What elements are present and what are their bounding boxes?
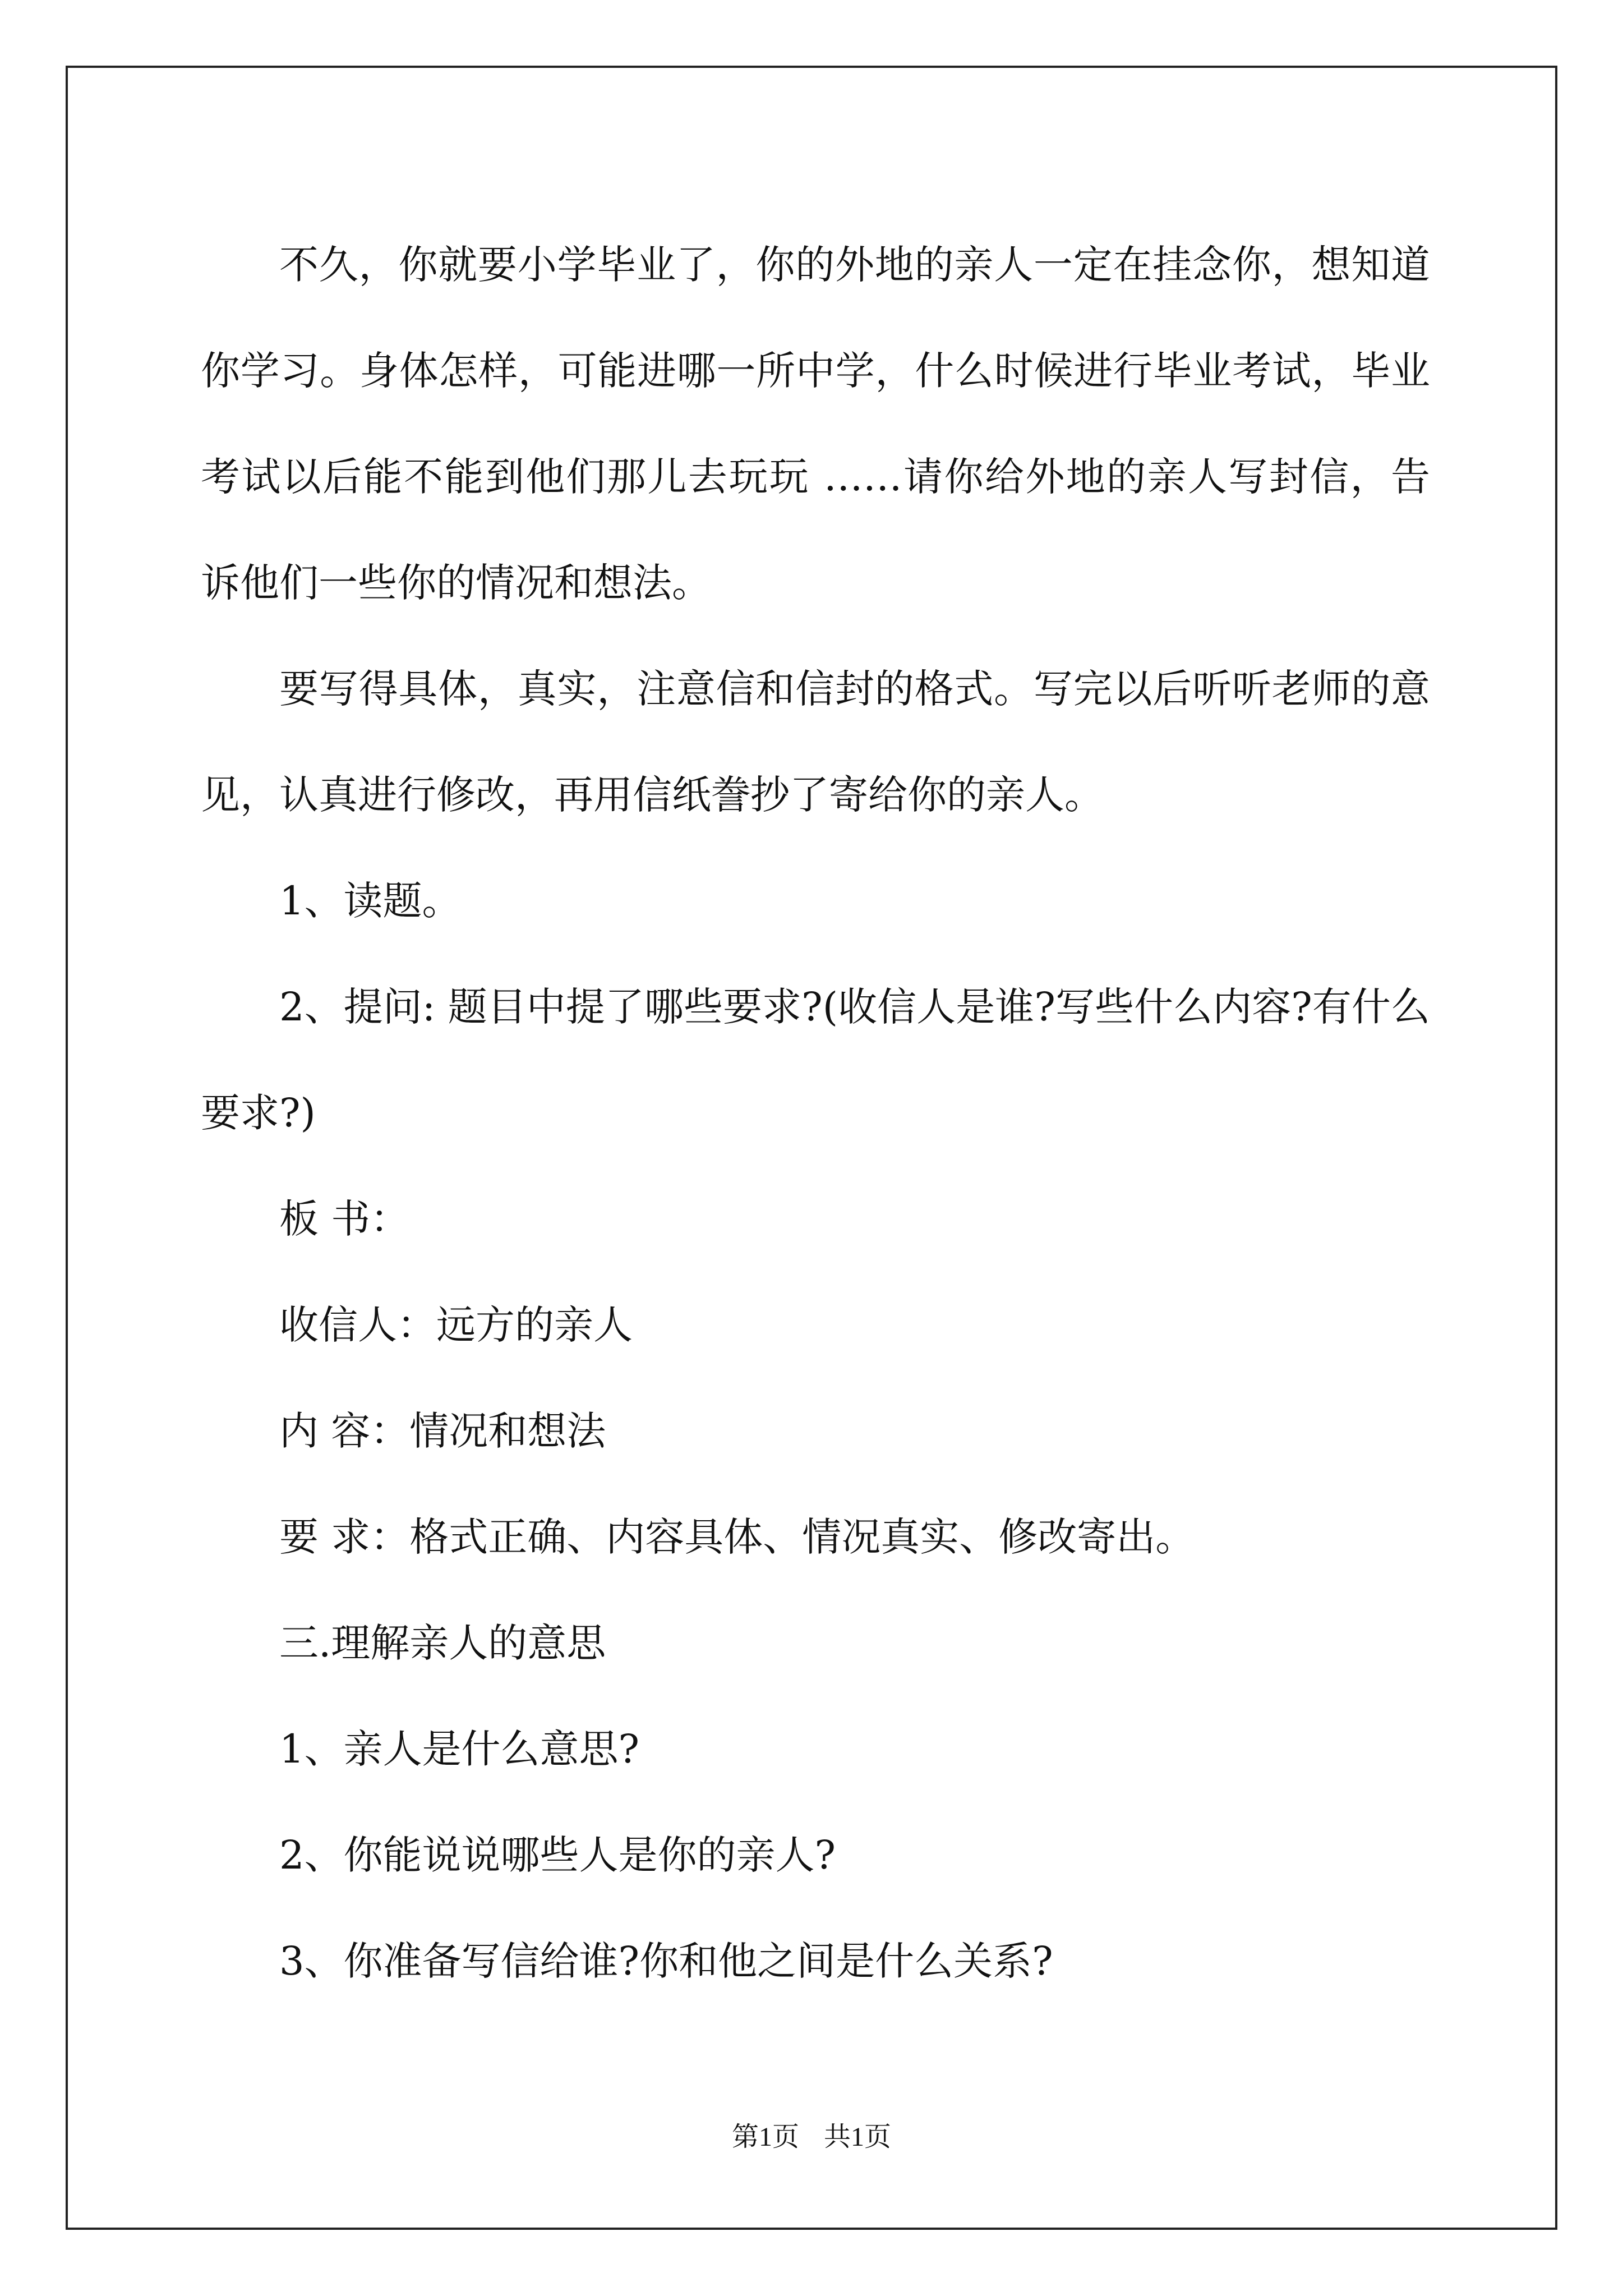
question-meaning: 1、亲人是什么意思? xyxy=(279,1726,640,1772)
blackboard-content: 内 容：情况和想法 xyxy=(279,1408,606,1454)
question-write-to-whom: 3、你准备写信给谁?你和他之间是什么关系? xyxy=(279,1938,1053,1984)
document-body xyxy=(201,212,1430,2014)
page-number-total: 共1页 xyxy=(824,2122,892,2152)
step-read-title: 1、读题。 xyxy=(279,878,462,924)
step-question: 2、提问: 题目中提了哪些要求?(收信人是谁?写些什么内容?有什么要求?) xyxy=(201,984,1430,1136)
blackboard-recipient: 收信人：远方的亲人 xyxy=(279,1302,633,1348)
page-footer xyxy=(0,2115,1623,2154)
blackboard-heading: 板 书： xyxy=(279,1196,410,1242)
section-heading-relatives: 三.理解亲人的意思 xyxy=(279,1620,606,1666)
blackboard-requirements: 要 求：格式正确、内容具体、情况真实、修改寄出。 xyxy=(279,1514,1195,1560)
paragraph-requirements: 要写得具体，真实，注意信和信封的格式。写完以后听听老师的意见，认真进行修改，再用信纸誊抄了寄给你的亲人。 xyxy=(201,666,1430,818)
question-who-relatives: 2、你能说说哪些人是你的亲人? xyxy=(279,1832,836,1878)
page-number-current: 第1页 xyxy=(731,2122,799,2152)
paragraph-task-intro: 不久，你就要小学毕业了，你的外地的亲人一定在挂念你，想知道你学习。身体怎样，可能进哪一所中学，什么时候进行毕业考试，毕业考试以后能不能到他们那儿去玩玩 ……请你给外地的亲人写封信，告诉他们一些你的情况和想法。 xyxy=(201,242,1430,606)
